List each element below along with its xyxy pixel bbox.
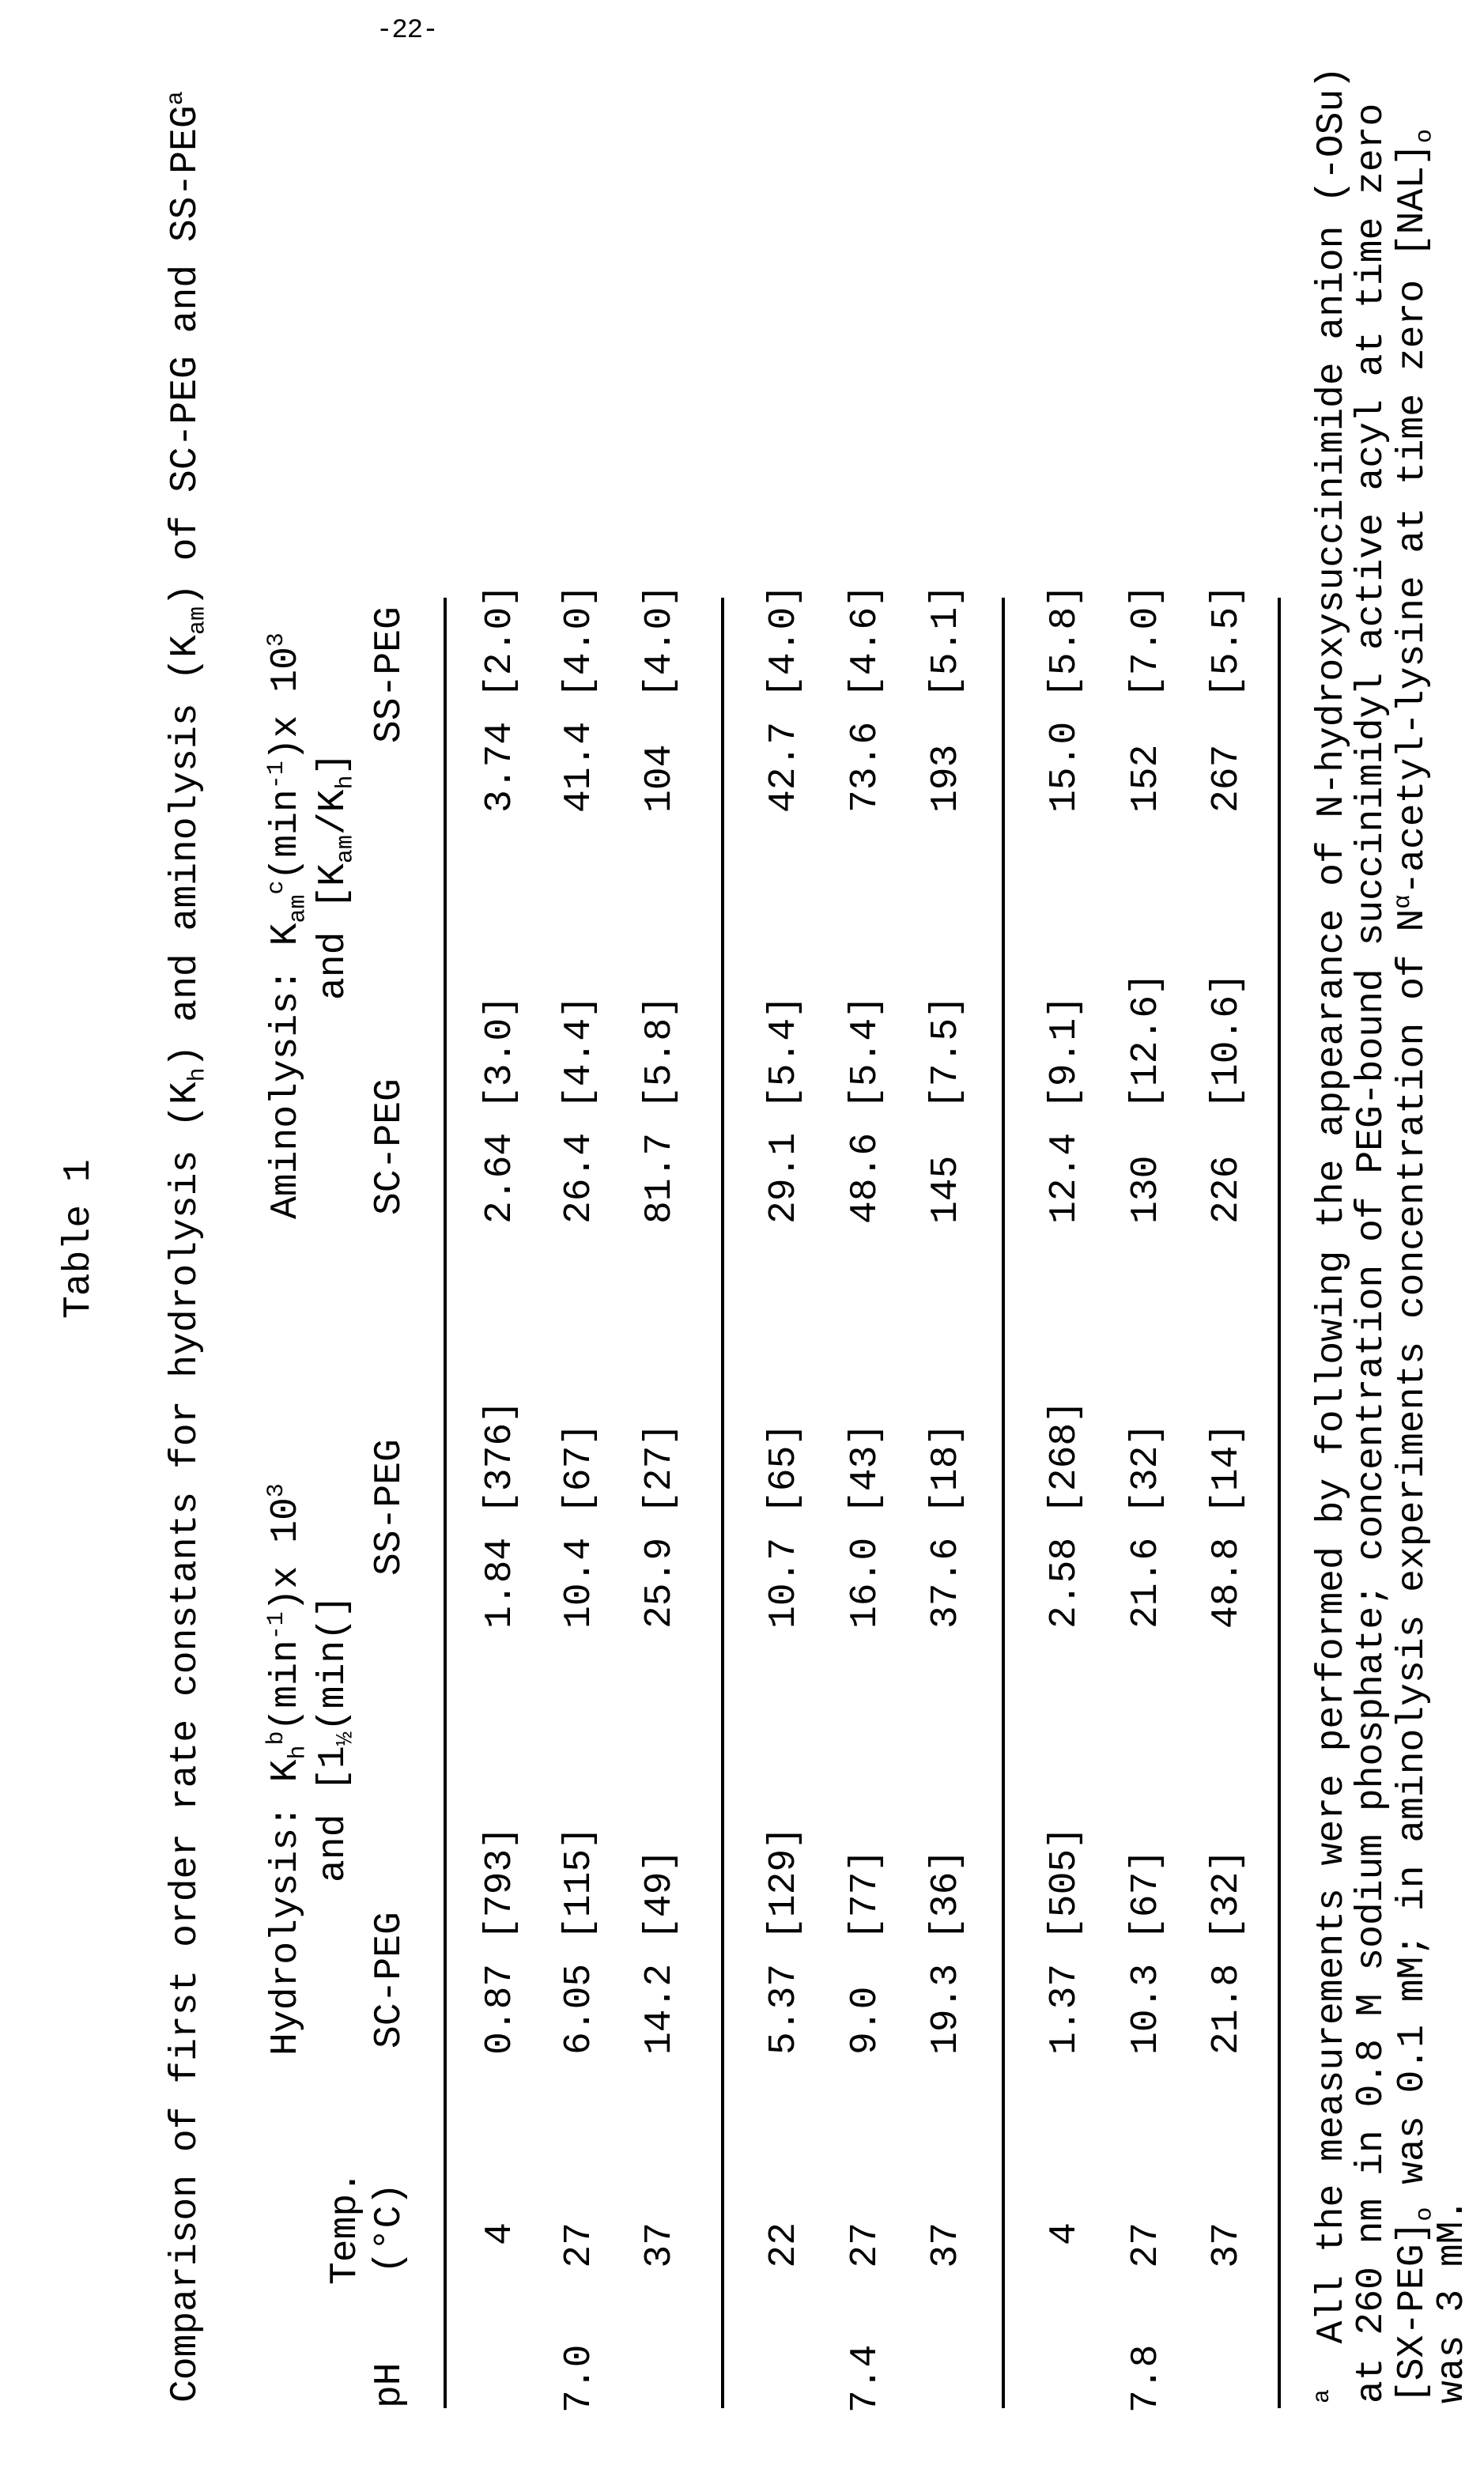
footnote-ref: a — [163, 91, 190, 105]
header-hydrolysis-line2 — [313, 1595, 354, 1882]
header-text: (min(] — [312, 1595, 355, 1731]
header-hydrolysis — [266, 1483, 307, 2056]
header-sub: ½ — [333, 1731, 360, 1746]
cell-hyd-ss-value: 1.84 — [480, 1538, 521, 1629]
header-hydrolysis-sc-peg: SC-PEG — [369, 1912, 410, 2048]
cell-am-sc-value: 130 — [1126, 1156, 1167, 1224]
cell-hyd-ss-value: 25.9 — [640, 1538, 681, 1629]
cell-hyd-ss-bracket: [67] — [559, 1423, 600, 1514]
table-title — [165, 91, 206, 2403]
cell-hyd-sc-value: 9.0 — [845, 1987, 886, 2055]
cell-hyd-sc-bracket: [793] — [480, 1826, 521, 1940]
header-sub: am — [285, 895, 312, 923]
header-temp-unit: (°C) — [369, 2183, 410, 2274]
cell-temp: 27 — [559, 2222, 600, 2333]
cell-am-ss-bracket: [5.5] — [1206, 584, 1248, 698]
header-sub: h — [333, 776, 360, 790]
cell-hyd-ss-bracket: [32] — [1126, 1423, 1167, 1514]
footnote-line — [1312, 66, 1353, 2403]
cell-am-ss-bracket: [5.8] — [1044, 584, 1086, 698]
footnote-text: All the measurements were performed by following the appearance of N-hydroxysuccinimide anion (-OSu) — [1311, 66, 1354, 2343]
title-sub: h — [185, 1067, 212, 1082]
cell-hyd-sc-value: 19.3 — [926, 1964, 967, 2055]
cell-am-ss-bracket: [4.0] — [640, 584, 681, 698]
cell-temp: 27 — [1126, 2222, 1167, 2333]
rotated-table-page — [0, 0, 1484, 2473]
table-rule — [721, 598, 724, 2408]
cell-am-sc-bracket: [5.4] — [845, 995, 886, 1109]
header-text: Hydrolysis: K — [265, 1760, 308, 2056]
cell-ph: 7.8 — [1126, 2345, 1167, 2413]
cell-am-ss-value: 73.6 — [845, 722, 886, 813]
cell-hyd-sc-bracket: [505] — [1044, 1826, 1086, 1940]
cell-am-sc-value: 48.6 — [845, 1133, 886, 1224]
cell-hyd-ss-value: 21.6 — [1126, 1538, 1167, 1629]
header-text: )x 10 — [265, 647, 308, 761]
cell-hyd-sc-value: 21.8 — [1206, 1964, 1248, 2055]
table-rule — [1002, 598, 1005, 2408]
header-text: and [1 — [312, 1746, 355, 1882]
header-text: (min — [265, 789, 308, 880]
cell-am-sc-bracket: [5.8] — [640, 995, 681, 1109]
title-text: ) of SC-PEG and SS-PEG — [164, 105, 207, 606]
cell-am-sc-value: 145 — [926, 1156, 967, 1224]
footnote-text: was 0.1 mM; in aminolysis experiments concentration of N — [1391, 909, 1434, 2207]
cell-hyd-sc-value: 1.37 — [1044, 1964, 1086, 2055]
cell-hyd-ss-bracket: [43] — [845, 1423, 886, 1514]
cell-ph: 7.4 — [845, 2345, 886, 2413]
cell-am-sc-bracket: [9.1] — [1044, 995, 1086, 1109]
cell-am-sc-bracket: [7.5] — [926, 995, 967, 1109]
header-sup: -1 — [263, 761, 290, 789]
header-text: and [K — [312, 863, 355, 1000]
cell-am-ss-value: 3.74 — [480, 722, 521, 813]
cell-hyd-sc-bracket: [36] — [926, 1849, 967, 1940]
cell-am-ss-bracket: [5.1] — [926, 584, 967, 698]
cell-hyd-sc-bracket: [115] — [559, 1826, 600, 1940]
header-text: /K — [312, 790, 355, 836]
cell-am-sc-value: 12.4 — [1044, 1133, 1086, 1224]
header-sup: 3 — [263, 1483, 290, 1497]
cell-temp: 37 — [640, 2222, 681, 2333]
cell-hyd-ss-bracket: [65] — [764, 1423, 805, 1514]
table-label: Table 1 — [59, 1159, 100, 1319]
cell-am-ss-value: 41.4 — [559, 722, 600, 813]
cell-hyd-sc-value: 10.3 — [1126, 1964, 1167, 2055]
title-text: Comparison of first order rate constants for hydrolysis (K — [164, 1082, 207, 2403]
cell-ph: 7.0 — [559, 2345, 600, 2413]
header-aminolysis — [266, 632, 307, 1219]
cell-hyd-ss-value: 10.4 — [559, 1538, 600, 1629]
cell-am-ss-bracket: [4.6] — [845, 584, 886, 698]
header-text: (min — [265, 1640, 308, 1731]
cell-hyd-sc-bracket: [49] — [640, 1849, 681, 1940]
title-sub: am — [185, 606, 212, 635]
header-text: Aminolysis: K — [265, 923, 308, 1219]
footnote-marker: a — [1309, 2389, 1336, 2403]
cell-hyd-sc-bracket: [77] — [845, 1849, 886, 1940]
cell-am-sc-bracket: [10.6] — [1206, 972, 1248, 1109]
header-sub: h — [285, 1746, 312, 1760]
header-aminolysis-sc-peg: SC-PEG — [369, 1078, 410, 1215]
footnote-text: -acetyl-lysine at time zero [NAL] — [1391, 143, 1434, 895]
cell-hyd-sc-value: 5.37 — [764, 1964, 805, 2055]
cell-am-sc-value: 29.1 — [764, 1133, 805, 1224]
header-sup: b — [263, 1731, 290, 1746]
cell-am-ss-bracket: [7.0] — [1126, 584, 1167, 698]
header-sup: 3 — [263, 632, 290, 647]
header-hydrolysis-ss-peg: SS-PEG — [369, 1439, 410, 1576]
cell-hyd-ss-value: 10.7 — [764, 1538, 805, 1629]
page-number: -22- — [376, 16, 438, 46]
cell-hyd-ss-bracket: [268] — [1044, 1400, 1086, 1514]
cell-am-sc-bracket: [12.6] — [1126, 972, 1167, 1109]
cell-temp: 37 — [1206, 2222, 1248, 2333]
table-rule — [1278, 598, 1281, 2408]
cell-hyd-ss-bracket: [14] — [1206, 1423, 1248, 1514]
cell-hyd-ss-bracket: [376] — [480, 1400, 521, 1514]
cell-am-sc-value: 81.7 — [640, 1133, 681, 1224]
cell-hyd-ss-value: 16.0 — [845, 1538, 886, 1629]
cell-am-ss-bracket: [4.0] — [559, 584, 600, 698]
footnote-text: [SX-PEG] — [1391, 2222, 1434, 2403]
header-sup: c — [263, 881, 290, 895]
footnote-line: was 3 mM. — [1432, 2199, 1473, 2403]
footnote-sub: o — [1412, 129, 1439, 143]
cell-am-ss-bracket: [4.0] — [764, 584, 805, 698]
header-aminolysis-line2 — [313, 753, 354, 1000]
cell-temp: 4 — [480, 2222, 521, 2333]
header-ph: pH — [369, 2362, 410, 2408]
cell-am-sc-value: 26.4 — [559, 1133, 600, 1224]
header-temp: Temp. — [325, 2171, 366, 2285]
footnote-sub: o — [1412, 2207, 1439, 2222]
cell-am-ss-value: 267 — [1206, 745, 1248, 813]
cell-temp: 27 — [845, 2222, 886, 2333]
cell-hyd-ss-bracket: [18] — [926, 1423, 967, 1514]
cell-temp: 37 — [926, 2222, 967, 2333]
cell-hyd-sc-value: 6.05 — [559, 1964, 600, 2055]
cell-am-sc-value: 2.64 — [480, 1133, 521, 1224]
cell-hyd-sc-bracket: [32] — [1206, 1849, 1248, 1940]
cell-hyd-sc-bracket: [67] — [1126, 1849, 1167, 1940]
header-aminolysis-ss-peg: SS-PEG — [369, 606, 410, 743]
cell-hyd-sc-bracket: [129] — [764, 1826, 805, 1940]
footnote-sup: α — [1390, 895, 1417, 909]
header-sub: am — [333, 835, 360, 863]
cell-am-sc-bracket: [4.4] — [559, 995, 600, 1109]
cell-hyd-sc-value: 0.87 — [480, 1964, 521, 2055]
cell-am-sc-value: 226 — [1206, 1156, 1248, 1224]
cell-am-ss-value: 152 — [1126, 745, 1167, 813]
cell-hyd-ss-value: 37.6 — [926, 1538, 967, 1629]
cell-temp: 4 — [1044, 2222, 1086, 2333]
header-text: ] — [312, 753, 355, 776]
cell-am-ss-value: 193 — [926, 745, 967, 813]
header-sup: -1 — [263, 1611, 290, 1640]
footnote-line: at 260 nm in 0.8 M sodium phosphate; concentration of PEG-bound succinimidyl active acyl at time zero — [1351, 104, 1392, 2403]
cell-am-ss-value: 104 — [640, 745, 681, 813]
table-rule — [444, 598, 447, 2408]
footnote-line — [1392, 129, 1433, 2403]
cell-temp: 22 — [764, 2222, 805, 2333]
cell-am-sc-bracket: [5.4] — [764, 995, 805, 1109]
cell-am-ss-value: 42.7 — [764, 722, 805, 813]
title-text: ) and aminolysis (K — [164, 635, 207, 1067]
cell-hyd-ss-bracket: [27] — [640, 1423, 681, 1514]
header-text: )x 10 — [265, 1497, 308, 1611]
cell-hyd-sc-value: 14.2 — [640, 1964, 681, 2055]
cell-hyd-ss-value: 2.58 — [1044, 1538, 1086, 1629]
cell-am-sc-bracket: [3.0] — [480, 995, 521, 1109]
cell-am-ss-value: 15.0 — [1044, 722, 1086, 813]
cell-hyd-ss-value: 48.8 — [1206, 1538, 1248, 1629]
cell-am-ss-bracket: [2.0] — [480, 584, 521, 698]
